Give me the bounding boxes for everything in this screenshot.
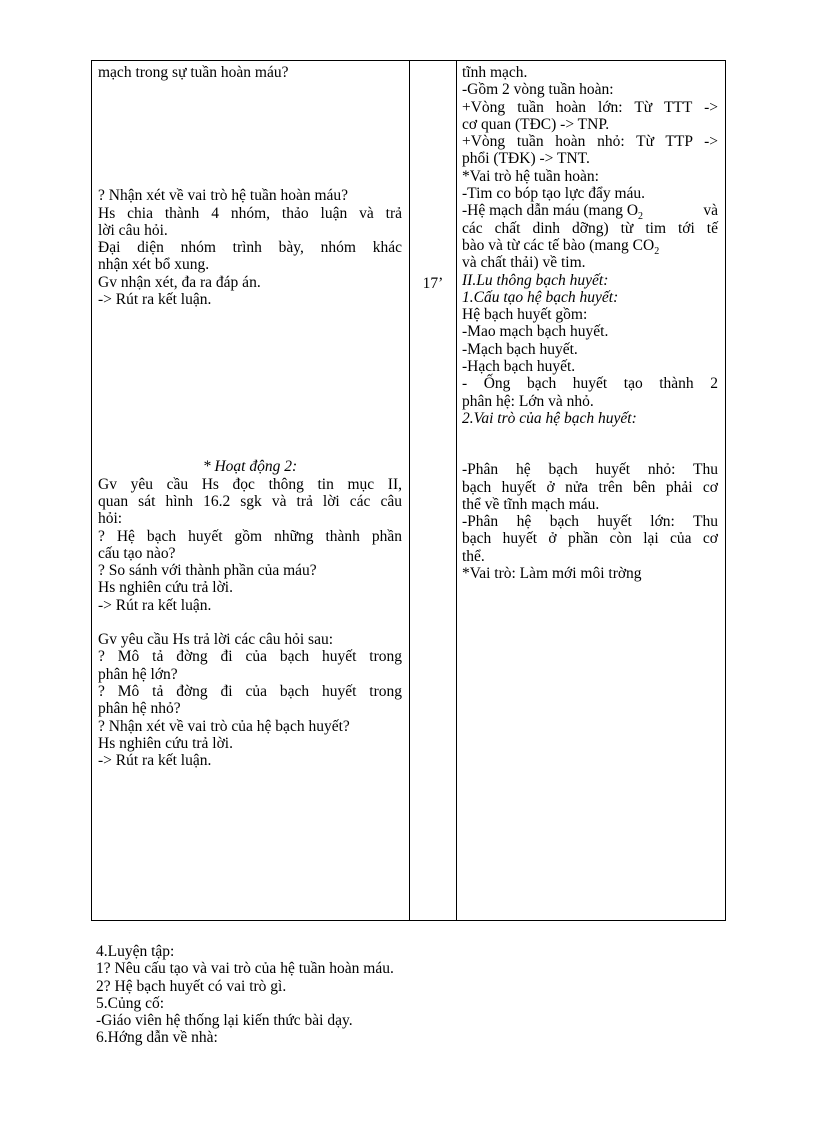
text-line: Đại diện nhóm trình bày, nhóm khác [98, 239, 402, 257]
text-line: thể. [462, 547, 485, 565]
text-line: 6.Hớng dẫn về nhà: [96, 1029, 218, 1047]
text-line: phổi (TĐK) -> TNT. [462, 150, 590, 168]
text-line: cơ quan (TĐC) -> TNP. [462, 115, 610, 133]
text-fragment: bào và từ các tế bào (mang CO [462, 236, 655, 254]
text-line: *Vai trò: Làm mới môi trờng [462, 565, 642, 583]
text-line: thể về tĩnh mạch máu. [462, 495, 600, 513]
text-line: lời câu hỏi. [98, 221, 168, 239]
text-line: Gv yêu cầu Hs đọc thông tin mục II, [98, 475, 402, 493]
text-line: -Mao mạch bạch huyết. [462, 323, 609, 341]
text-line: quan sát hình 16.2 sgk và trả lời các câu [98, 492, 402, 510]
text-line: -Giáo viên hệ thống lại kiến thức bài dạy. [96, 1012, 353, 1030]
text-line: -> Rút ra kết luận. [98, 752, 212, 770]
text-line: +Vòng tuần hoàn lớn: Từ TTT -> [462, 98, 718, 116]
teacher-activities-column [98, 64, 402, 769]
text-line: hỏi: [98, 510, 123, 528]
text-line: Hs nghiên cứu trả lời. [98, 734, 233, 752]
subsection-heading: 1.Cấu tạo hệ bạch huyết: [462, 288, 619, 306]
text-line: 1? Nêu cấu tạo và vai trò của hệ tuần hoàn máu. [96, 960, 394, 978]
text-fragment: và [703, 202, 718, 220]
text-line: Gv yêu cầu Hs trả lời các câu hỏi sau: [98, 631, 334, 649]
text-line: 2? Hệ bạch huyết có vai trò gì. [96, 977, 287, 995]
text-line: -Tim co bóp tạo lực đẩy máu. [462, 185, 646, 203]
time-column [410, 275, 456, 292]
text-line: phân hệ lớn? [98, 665, 178, 683]
section-heading: II.Lu thông bạch huyết: [462, 271, 609, 289]
text-line: -Phân hệ bạch huyết nhỏ: Thu [462, 461, 718, 479]
text-line: -Hạch bạch huyết. [462, 358, 576, 376]
text-line: -> Rút ra kết luận. [98, 596, 212, 614]
text-line: tĩnh mạch. [462, 64, 528, 81]
text-line: ? Mô tả đờng đi của bạch huyết trong [98, 648, 402, 666]
text-line: Hệ bạch huyết gồm: [462, 306, 588, 324]
lesson-table [91, 60, 726, 921]
text-line: Gv nhận xét, đa ra đáp án. [98, 273, 261, 291]
text-line: ? Nhận xét về vai trò của hệ bạch huyết? [98, 717, 350, 735]
text-line: +Vòng tuần hoàn nhỏ: Từ TTP -> [462, 133, 718, 151]
text-line: ? Hệ bạch huyết gồm những thành phần [98, 527, 402, 545]
text-line: 5.Củng cố: [96, 994, 165, 1012]
text-line: nhận xét bổ xung. [98, 256, 210, 274]
text-line [462, 236, 718, 258]
text-line: -Mạch bạch huyết. [462, 340, 578, 358]
text-line: Hs nghiên cứu trả lời. [98, 579, 233, 597]
text-fragment: -Hệ mạch dẫn máu (mang O [462, 202, 639, 220]
text-fragment [462, 202, 644, 223]
text-line: -Gồm 2 vòng tuần hoàn: [462, 81, 614, 99]
text-line: -> Rút ra kết luận. [98, 291, 212, 309]
text-line: phân hệ nhỏ? [98, 700, 181, 718]
subscript: 2 [654, 246, 660, 258]
text-line: phân hệ: Lớn và nhỏ. [462, 392, 594, 410]
text-line: Hs chia thành 4 nhóm, thảo luận và trả [98, 204, 402, 222]
after-table-section [96, 943, 696, 1047]
text-line: - Ống bạch huyết tạo thành 2 [462, 375, 718, 393]
text-line [462, 202, 718, 223]
time-value: 17’ [422, 275, 444, 292]
subsection-heading: 2.Vai trò của hệ bạch huyết: [462, 409, 637, 427]
text-line: ? Nhận xét về vai trò hệ tuần hoàn máu? [98, 187, 349, 205]
text-line: -Phân hệ bạch huyết lớn: Thu [462, 513, 718, 531]
text-line: bạch huyết ở nửa trên bên phải cơ [462, 478, 718, 496]
column-divider-left [409, 61, 410, 920]
column-divider-right [456, 61, 457, 920]
text-line: cấu tạo nào? [98, 544, 176, 562]
text-line: ? So sánh với thành phần của máu? [98, 562, 317, 580]
text-line: ? Mô tả đờng đi của bạch huyết trong [98, 682, 402, 700]
text-line: *Vai trò hệ tuần hoàn: [462, 167, 599, 185]
text-line: các chất dinh dỡng) từ tim tới tế [462, 219, 718, 237]
text-line: mạch trong sự tuần hoàn máu? [98, 64, 289, 81]
text-line: 4.Luyện tập: [96, 943, 175, 960]
text-line: và chất thải) về tim. [462, 254, 586, 272]
subscript: 2 [638, 211, 644, 223]
text-line: bạch huyết ở phần còn lại của cơ [462, 530, 718, 548]
content-column [462, 64, 718, 582]
activity-2-heading: * Hoạt động 2: [202, 458, 298, 476]
